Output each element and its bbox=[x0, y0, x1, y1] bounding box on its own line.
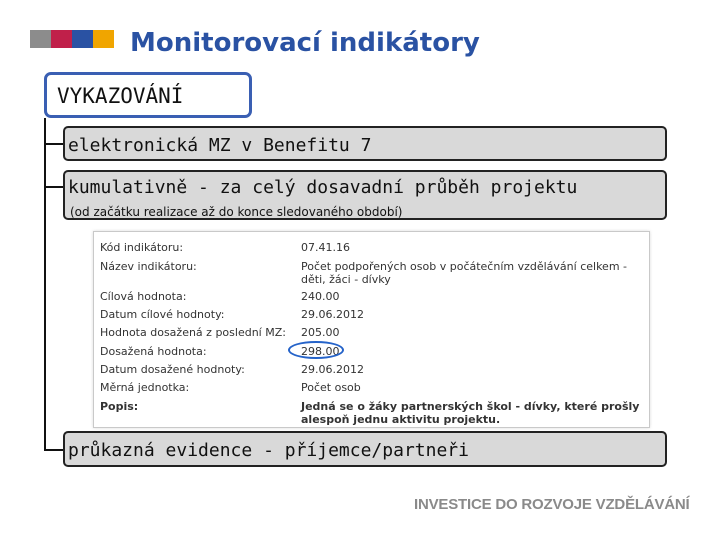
item-bar-3 bbox=[63, 431, 667, 467]
row-label: Název indikátoru: bbox=[100, 260, 197, 273]
row-value: Jedná se o žáky partnerských škol - dívky, které prošly alespoň jednu aktivitu projektu. bbox=[301, 400, 640, 426]
row-value: 29.06.2012 bbox=[301, 363, 364, 376]
row-label: Popis: bbox=[100, 400, 139, 413]
row-value: 07.41.16 bbox=[301, 241, 350, 254]
logo-square-gray bbox=[30, 30, 51, 48]
tree-vertical-line bbox=[44, 118, 46, 450]
row-label: Kód indikátoru: bbox=[100, 241, 184, 254]
section-box bbox=[44, 72, 252, 118]
footer-slogan: INVESTICE DO ROZVOJE VZDĚLÁVÁNÍ bbox=[414, 496, 690, 513]
section-label: VYKAZOVÁNÍ bbox=[57, 84, 184, 108]
logo-square-yellow bbox=[93, 30, 114, 48]
row-value: Počet osob bbox=[301, 381, 361, 394]
row-label: Cílová hodnota: bbox=[100, 290, 187, 303]
logo-square-red bbox=[51, 30, 72, 48]
row-value: 298.00 bbox=[301, 345, 340, 358]
item-text-1: elektronická MZ v Benefitu 7 bbox=[68, 135, 372, 156]
row-value: 29.06.2012 bbox=[301, 308, 364, 321]
row-label: Hodnota dosažená z poslední MZ: bbox=[100, 326, 286, 339]
item-text-2: kumulativně - za celý dosavadní průběh projektu bbox=[68, 177, 578, 198]
row-label: Datum dosažené hodnoty: bbox=[100, 363, 245, 376]
indicator-panel bbox=[93, 231, 650, 428]
row-label: Dosažená hodnota: bbox=[100, 345, 207, 358]
tree-connector-1 bbox=[44, 143, 64, 145]
row-label: Měrná jednotka: bbox=[100, 381, 190, 394]
tree-connector-2 bbox=[44, 186, 64, 188]
item-bar-1 bbox=[63, 126, 667, 161]
highlight-ellipse bbox=[288, 341, 344, 359]
logo-square-blue bbox=[72, 30, 93, 48]
item-text-3: průkazná evidence - příjemce/partneři bbox=[68, 440, 469, 461]
row-value: 205.00 bbox=[301, 326, 340, 339]
row-value: Počet podpořených osob v počátečním vzdělávání celkem - děti, žáci - dívky bbox=[301, 260, 627, 286]
tree-connector-3 bbox=[44, 449, 64, 451]
item-bar-2 bbox=[63, 170, 667, 220]
row-label: Datum cílové hodnoty: bbox=[100, 308, 225, 321]
page-title: Monitorovací indikátory bbox=[130, 28, 480, 58]
item-subtext-2: (od začátku realizace až do konce sledovaného období) bbox=[70, 205, 403, 219]
row-value: 240.00 bbox=[301, 290, 340, 303]
